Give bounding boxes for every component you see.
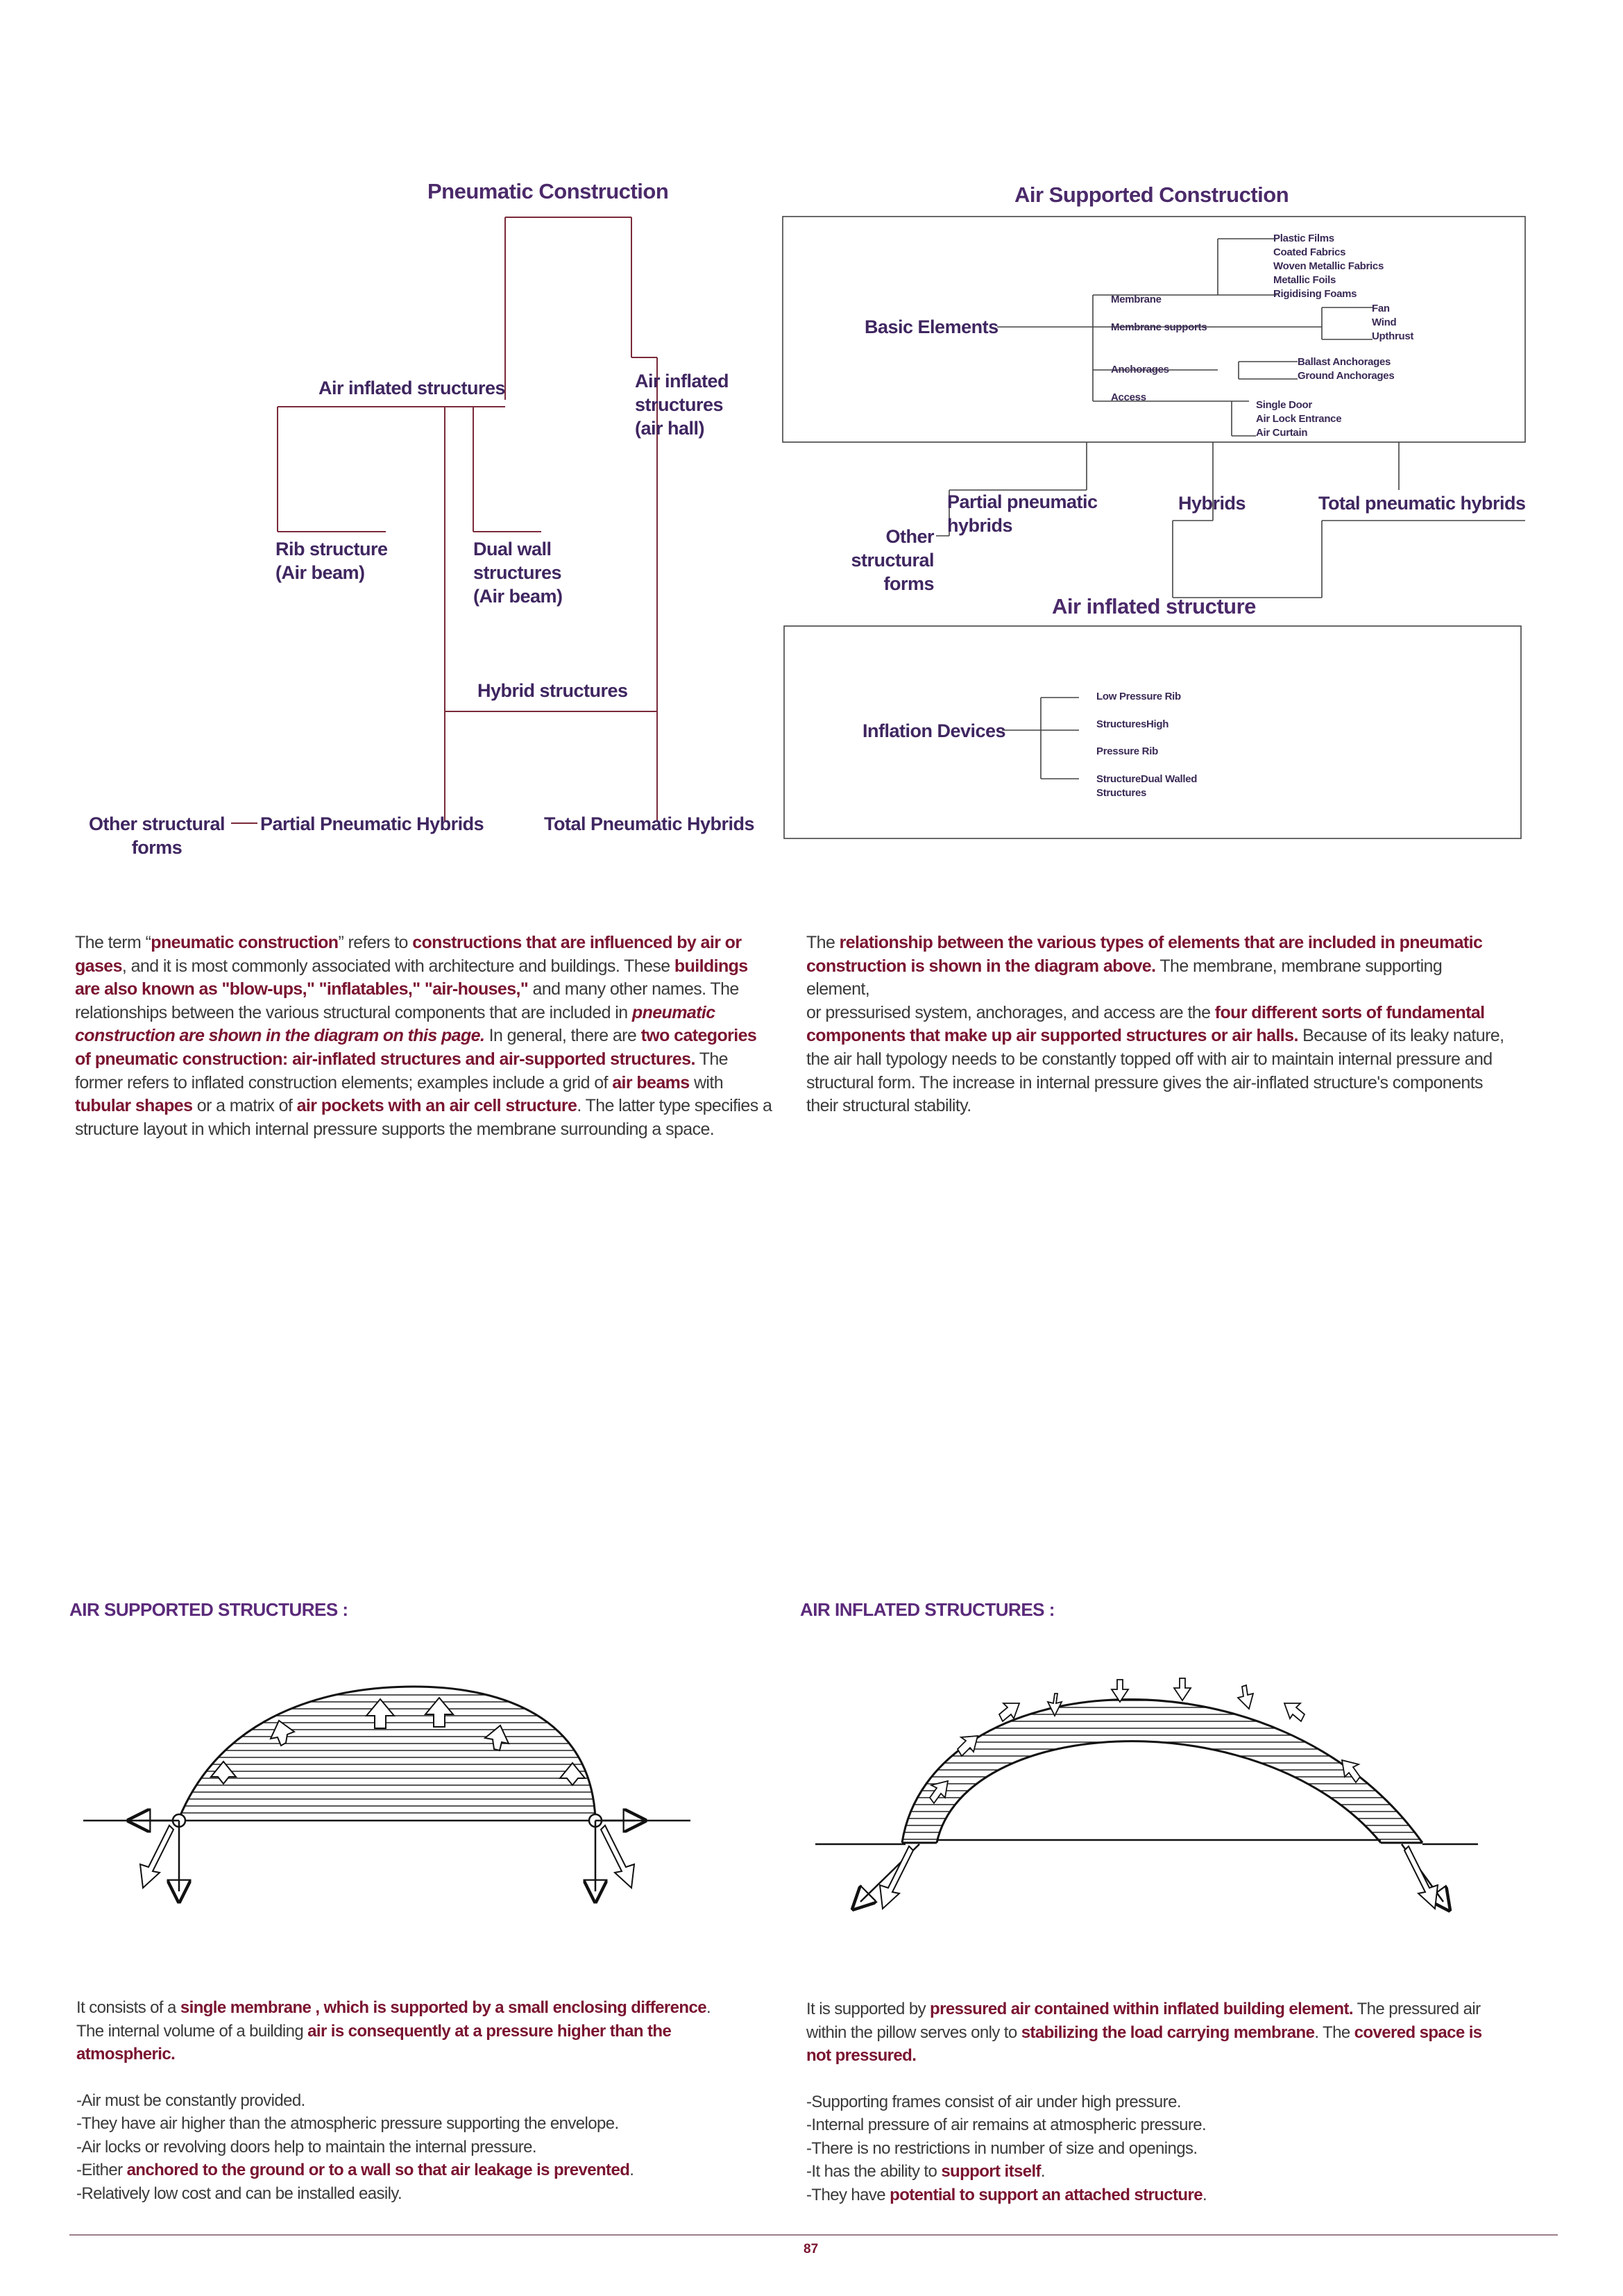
dual-wall-label: Dual wall structures (Air beam) [473,539,563,607]
air-inflated-structures-label: Air inflated structures [318,378,506,398]
hybrid-structures-label: Hybrid structures [477,680,628,701]
inflation-type-1: Low Pressure Rib [1096,691,1181,702]
bullet-5: -They have potential to support an attached structure. [806,2185,1207,2204]
anchorage-types-list: Ballast Anchorages Ground Anchorages [1298,356,1395,382]
intro-paragraph-left: The term “pneumatic construction” refers to constructions that are influenced by air or gases, and it is most commonly associated with architecture and buildings. These buildings are also known as "blow-ups," "inflatables," "air-houses," and many other names. The relationships between the various structural components that are included in pneumatic construction are shown in the diagram on this page. In general, there are two categories of pneumatic construction: air-inflated structures and air-supported structures. The former refers to inflated construction elements; examples include a grid of air beams with tubular shapes or a matrix of air pockets with an air cell structure. The latter type specifies a structure layout in which internal pressure supports the membrane surrounding a space. [75,933,772,1139]
right-diagram-title: Air Supported Construction [1014,183,1289,207]
partial-pneumatic-hybrids-label: Partial Pneumatic Hybrids [260,813,484,834]
hybrids-label: Hybrids [1178,493,1246,514]
bullet-2: -They have air higher than the atmospheric pressure supporting the envelope. [76,2114,619,2133]
air-hall-label: Air inflated structures (air hall) [635,371,729,439]
bullet-1: -Supporting frames consist of air under high pressure. [806,2092,1181,2111]
rib-structure-label: Rib structure (Air beam) [275,539,388,583]
access-label: Access [1111,391,1146,403]
basic-elements-label: Basic Elements [865,316,999,337]
air-inflated-structure-label: Air inflated structure [1052,594,1256,618]
air-supported-description: It consists of a single membrane , which is supported by a small enclosing difference. The internal volume of a building air is consequently at a pressure higher than the atmospheric. -Air must be constantly provided. -They have air higher than the atmospheric pressure supporting the envelope. -Air locks or revolving doors help to maintain the internal pressure. -Either anchored to the ground or to a wall so that air leakage is prevented. -Relatively low cost and can be installed easily. [76,1996,777,2205]
bullet-4: -It has the ability to support itself. [806,2162,1045,2181]
other-structural-forms-label: Other structural forms [851,526,934,594]
air-inflated-description: It is supported by pressured air contained within inflated building element. The pressured air within the pillow serves only to stabilizing the load carrying membrane. The covered space is not pressured. -Supporting frames consist of air under high pressure. -Internal pressure of air remains at atmospheric pressure. -There is no restrictions in number of size and openings. -It has the ability to support itself. -They have potential to support an attached structure. [806,1998,1507,2206]
left-diagram-title: Pneumatic Construction [427,179,669,203]
inflation-type-2: StructuresHigh [1096,718,1169,730]
bullet-1: -Air must be constantly provided. [76,2091,305,2110]
inflation-type-4: StructureDual Walled Structures [1096,773,1198,799]
bullet-3: -There is no restrictions in number of size and openings. [806,2138,1198,2158]
intro-paragraph-right: The relationship between the various types of elements that are included in pneumatic construction is shown in the diagram above. The membrane, membrane supporting element, or pressurised system, anchorages, and access are the four different sorts of fundamental components that make up air supported structures or air halls. Because of its leaky nature, the air hall typology needs to be constantly topped off with air to maintain internal pressure and structural form. The increase in internal pressure gives the air-inflated structure's components their structural stability. [806,933,1504,1116]
support-types-list: Fan Wind Upthrust [1372,303,1414,342]
membrane-types-list: Plastic Films Coated Fabrics Woven Metallic Fabrics Metallic Foils Rigidising Foams [1273,233,1384,300]
bullet-3: -Air locks or revolving doors help to maintain the internal pressure. [76,2137,536,2156]
access-types-list: Single Door Air Lock Entrance Air Curtain [1256,399,1342,439]
inflation-devices-label: Inflation Devices [863,720,1006,741]
partial-pneumatic-hybrids-label: Partial pneumatic hybrids [947,491,1098,536]
air-inflated-heading: AIR INFLATED STRUCTURES : [800,1599,1055,1620]
membrane-label: Membrane [1111,294,1162,305]
footer-rule [69,2234,1558,2236]
anchorages-label: Anchorages [1111,364,1169,375]
inflation-type-3: Pressure Rib [1096,745,1158,757]
membrane-supports-label: Membrane supports [1111,321,1207,333]
page-number: 87 [804,2242,819,2256]
bullet-4: -Either anchored to the ground or to a wall so that air leakage is prevented. [76,2161,634,2179]
other-structural-forms-label: Other structural forms [88,813,226,858]
total-pneumatic-hybrids-label: Total pneumatic hybrids [1318,493,1526,514]
air-supported-heading: AIR SUPPORTED STRUCTURES : [69,1599,348,1620]
total-pneumatic-hybrids-label: Total Pneumatic Hybrids [544,813,755,834]
bullet-5: -Relatively low cost and can be installed easily. [76,2184,402,2203]
bullet-2: -Internal pressure of air remains at atmospheric pressure. [806,2116,1207,2134]
